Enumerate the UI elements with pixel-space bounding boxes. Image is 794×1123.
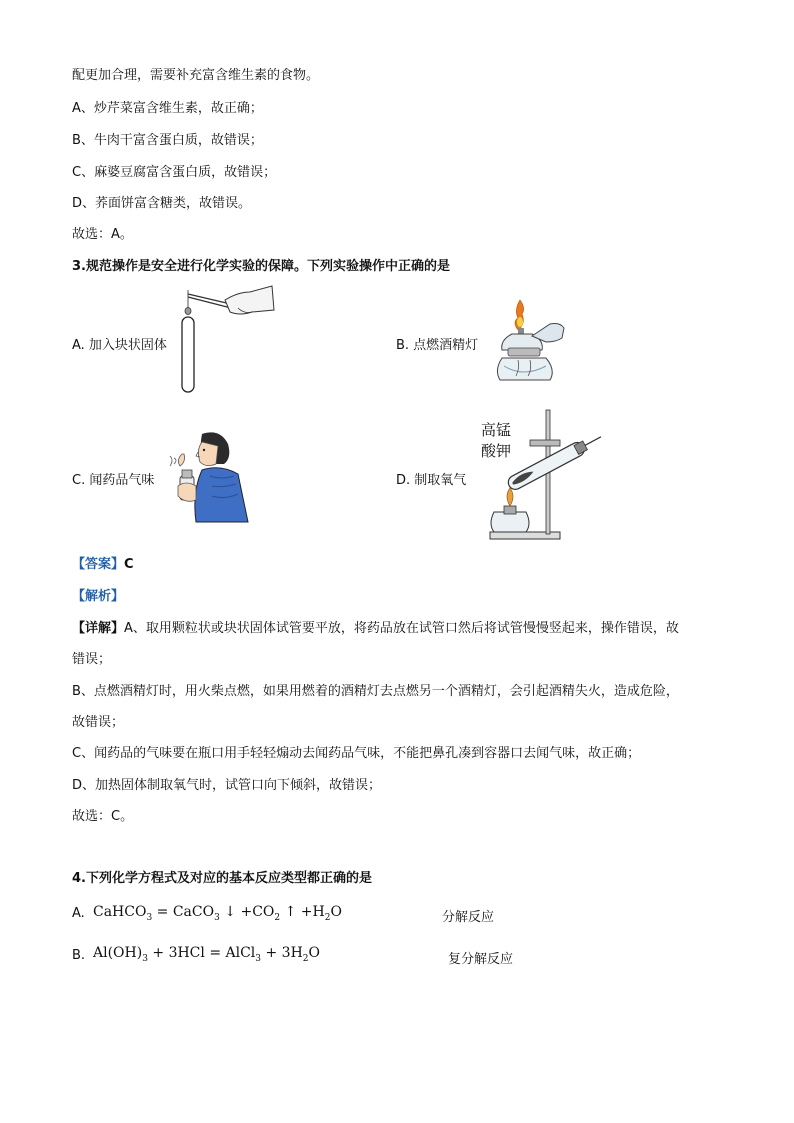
analysis-tag: 【解析】 xyxy=(72,589,125,604)
q3-detail-a xyxy=(72,620,679,638)
q3-detail-b-cont: 故错误； xyxy=(72,715,125,730)
oxygen-apparatus-icon xyxy=(486,408,606,543)
apparatus-label-line2: 酸钾 xyxy=(481,442,512,460)
q3-detail-d: D、加热固体制取氧气时，试管口向下倾斜，故错误； xyxy=(72,778,382,793)
q3-option-c-label: C. 闻药品气味 xyxy=(72,473,155,488)
alcohol-lamp-lighting-icon xyxy=(490,298,575,390)
q3-analysis xyxy=(72,588,124,606)
q2-choice: 故选：A。 xyxy=(72,227,133,242)
q4-option-a-type: 分解反应 xyxy=(442,910,495,925)
q2-option-b-explanation: B、牛肉干富含蛋白质，故错误； xyxy=(72,133,263,148)
q3-detail-a-cont: 错误； xyxy=(72,652,112,667)
q4-option-a-label: A. xyxy=(72,906,85,921)
answer-value: C xyxy=(124,557,134,572)
q3-stem: 3.规范操作是安全进行化学实验的保障。下列实验操作中正确的是 xyxy=(72,259,450,274)
q4-option-a-equation: CaHCO$_3$ = CaCO$_3$ ↓ $+CO_2$ ↑ $+H_2O$ xyxy=(93,904,342,923)
q4-stem: 4.下列化学方程式及对应的基本反应类型都正确的是 xyxy=(72,871,372,886)
q3-detail-c: C、闻药品的气味要在瓶口用手轻轻煽动去闻药品气味，不能把鼻孔凑到容器口去闻气味，故正确； xyxy=(72,746,641,761)
q3-choice: 故选：C。 xyxy=(72,809,134,824)
q3-option-b-label: B. 点燃酒精灯 xyxy=(396,338,479,353)
q3-detail-b: B、点燃酒精灯时，用火柴点燃，如果用燃着的酒精灯去点燃另一个酒精灯，会引起酒精失火，造成危险， xyxy=(72,684,679,699)
q3-option-a-label: A. 加入块状固体 xyxy=(72,338,167,353)
q2-option-d-explanation: D、荞面饼富含糖类，故错误。 xyxy=(72,196,252,211)
q2-option-c-explanation: C、麻婆豆腐富含蛋白质，故错误； xyxy=(72,165,277,180)
q4-option-b-label: B. xyxy=(72,948,86,963)
detail-tag: 【详解】 xyxy=(72,621,125,636)
q2-text-line: 配更加合理，需要补充富含维生素的食物。 xyxy=(72,68,320,83)
test-tube-tweezers-icon xyxy=(180,282,275,397)
answer-tag: 【答案】 xyxy=(72,557,125,572)
q2-option-a-explanation: A、炒芹菜富含维生素，故正确； xyxy=(72,101,263,116)
q4-option-b-type: 复分解反应 xyxy=(448,952,514,967)
q3-option-d-label: D. 制取氧气 xyxy=(396,473,467,488)
q4-option-b-equation: $Al(OH)_3 + 3HCl$ = AlCl$_3$ + $3H_2O$ xyxy=(93,945,320,964)
person-smelling-icon xyxy=(172,430,254,524)
detail-a-text: A、取用颗粒状或块状固体试管要平放，将药品放在试管口然后将试管慢慢竖起来，操作错误，故 xyxy=(124,621,679,636)
apparatus-label-line1: 高锰 xyxy=(481,421,512,439)
q3-answer xyxy=(72,556,134,574)
